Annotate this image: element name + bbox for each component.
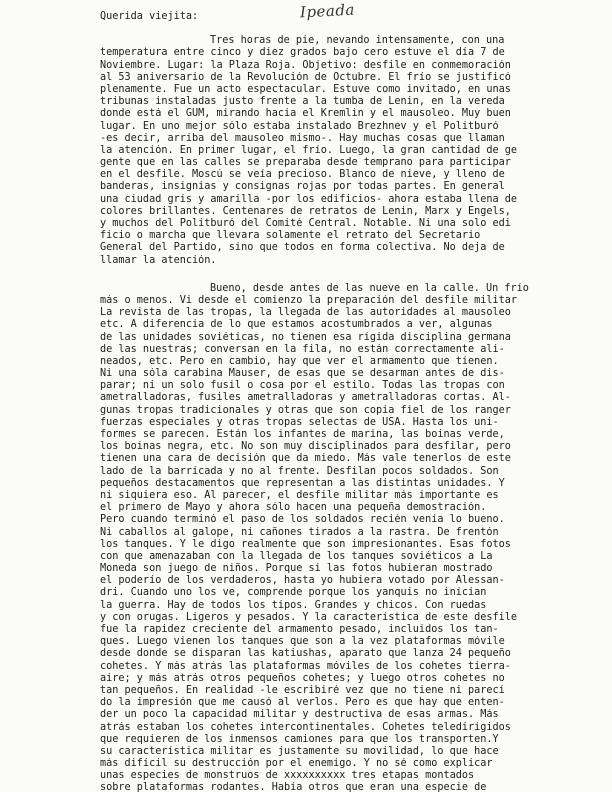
text-line: con que amenazaban con la llegada de los tanques soviéticos a La — [100, 550, 493, 562]
letter-body — [100, 11, 605, 811]
text-line: pequeños destacamentos que representan a las distintas unidades. Y — [100, 477, 505, 489]
text-line: la guerra. Hay de todos los tipos. Grandes y chicos. Con ruedas — [100, 599, 487, 611]
text-line: de las nuestras; conversan en la fila, no están correctamente ali- — [100, 343, 505, 355]
text-line: ametralladoras, fusiles ametralladoras y ametralladoras cortas. Al- — [100, 392, 511, 404]
text-line: formes se parecen. Están los infantes de marina, las boinas verde, — [100, 429, 505, 441]
text-line: do la impresión que me causó al verlos. Pero es que hay que enten- — [100, 697, 505, 709]
text-line: en el desfile. Moscú se veía precioso. Blanco de nieve, y lleno de — [100, 169, 505, 181]
text-line: Pero cuando terminó el paso de los soldados recién venía lo bueno. — [100, 514, 505, 526]
paragraph — [100, 283, 605, 795]
text-line: ficio o marcha que llevara solamente el retrato del Secretario — [100, 230, 481, 242]
text-line: una ciudad gris y amarilla -por los edificios- ahora estaba llena de — [100, 193, 518, 205]
text-line: der un poco la capacidad militar y destructiva de esas armas. Más — [100, 709, 499, 721]
text-line: los tanques. Y le digo realmente que son impresionantes. Esas fotos — [100, 538, 511, 550]
text-line: ques. Luego vienen los tanques que son a la vez plataformas móvile — [100, 636, 505, 648]
text-line: donde está el GUM, mirando hacia el Kremlin y el mausoleo. Muy buen — [100, 108, 511, 120]
text-line: y muchos del Politburó del Comité Central. Notable. Ni una solo edi — [100, 218, 511, 230]
paragraph — [100, 35, 605, 267]
text-line: -es decir, arriba del mausoleo mismo-. Hay muchas cosas que llaman — [100, 132, 505, 144]
text-line: plenamente. Fue un acto espectacular. Estuve como invitado, en unas — [100, 83, 511, 95]
text-line: unas especies de monstruos de xxxxxxxxxx tres etapas montados — [100, 770, 475, 782]
text-line: dri. Cuando uno los ve, comprende porque los yanquis no inician — [100, 587, 487, 599]
text-line: neados, etc. Pero en cambio, hay que ver el armamento que tienen. — [100, 355, 499, 367]
text-line: etc. A diferencia de lo que estamos acostumbrados a ver, algunas — [100, 319, 493, 331]
text-line: tienen una cara de decisión que da miedo. Más vale tenerlos de este — [100, 453, 511, 465]
text-line: lugar. En uno mejor sólo estaba instalado Brezhnev y el Politburó — [100, 120, 499, 132]
text-line: fuerzas especiales y otras tropas selectas de USA. Hasta los uni- — [100, 416, 499, 428]
text-line: desde donde se disparan las katiushas, aparato que lanza 24 pequeño — [100, 648, 511, 660]
text-line: tribunas instaladas justo frente a la tumba de Lenin, en la vereda — [100, 96, 505, 108]
text-line: más o menos. Vi desde el comienzo la preparación del desfile militar — [100, 294, 518, 306]
text-line: que requieren de los inmensos camiones para que los transporten.Y — [100, 733, 499, 745]
text-line: colores brillantes. Centenares de retratos de Lenin, Marx y Engels, — [100, 205, 511, 217]
handwritten-note: Ipeada — [299, 0, 356, 22]
text-line: cohetes. Y más atrás las plataformas móviles de los cohetes tierra- — [100, 660, 511, 672]
text-line: Bueno, desde antes de las nueve en la calle. Un frío — [210, 282, 529, 294]
text-line: aire; y más atrás otros pequeños cohetes; y luego otros cohetes no — [100, 672, 505, 684]
text-line: gunas tropas tradicionales y otras que son copia fiel de los ranger — [100, 404, 511, 416]
text-line: Tres horas de pie, nevando intensamente, con una — [210, 35, 505, 47]
text-line: banderas, insignias y consignas rojas por todas partes. En general — [100, 181, 505, 193]
text-line: lado de la barricada y no al frente. Desfilan pocos soldados. Son — [100, 465, 499, 477]
text-line: ni siquiera eso. Al parecer, el desfile militar más importante es — [100, 489, 499, 501]
text-line: el poderío de los verdaderos, hasta yo hubiera votado por Alessan- — [100, 575, 505, 587]
text-line: el primero de Mayo y ahora sólo hacen una pequeña demostración. — [100, 502, 487, 514]
text-line: al 53 aniversario de la Revolución de Octubre. El frío se justificó — [100, 71, 511, 83]
text-line: atrás estaban los cohetes intercontinentales. Cohetes teledirigidos — [100, 721, 511, 733]
text-line: sobre plataformas rodantes. Había otros que eran una especie de — [100, 782, 487, 794]
text-line: de las unidades soviéticas, no tienen esa rígida disciplina germana — [100, 331, 511, 343]
text-line: llamar la atención. — [100, 254, 217, 266]
text-line: Noviembre. Lugar: la Plaza Roja. Objetivo: desfile en conmemoración — [100, 59, 511, 71]
text-line: Moneda son juego de niños. Porque si las fotos hubieran mostrado — [100, 563, 493, 575]
text-line: más difícil su destrucción por el enemigo. Y no sé como explicar — [100, 758, 493, 770]
text-line: los boinas negra, etc. No son muy disciplinados para desfilar, pero — [100, 441, 511, 453]
text-line: la atención. En primer lugar, el frío. Luego, la gran cantidad de ge — [100, 144, 518, 156]
text-line: gente que en las calles se preparaba desde temprano para participar — [100, 157, 511, 169]
text-line: temperatura entre cinco y diez grados bajo cero estuve el día 7 de — [100, 47, 505, 59]
text-line: Ni una sóla carabina Mauser, de esas que se desarman antes de dis- — [100, 368, 505, 380]
letter-greeting: Querida viejita: — [100, 11, 199, 22]
text-line: General del Partido, sino que todos en forma colectiva. No deja de — [100, 242, 505, 254]
text-line: Ni caballos al galope, ni cañones tirados a la rastra. De frentón — [100, 526, 499, 538]
text-line: La revista de las tropas, la llegada de las autoridades al mausoleo — [100, 307, 511, 319]
text-line: tan pequeños. En realidad -le escribiré vez que no tiene ni parecí — [100, 684, 505, 696]
text-line: y con orugas. Ligeros y pesados. Y la característica de este desfile — [100, 611, 518, 623]
text-line: fue la rapidez creciente del armamento pesado, incluidos los tan- — [100, 624, 499, 636]
text-line: parar; ni un solo fusil o cosa por el estilo. Todas las tropas con — [100, 380, 505, 392]
text-line: su característica militar es justamente su movilidad, lo que hace — [100, 745, 499, 757]
